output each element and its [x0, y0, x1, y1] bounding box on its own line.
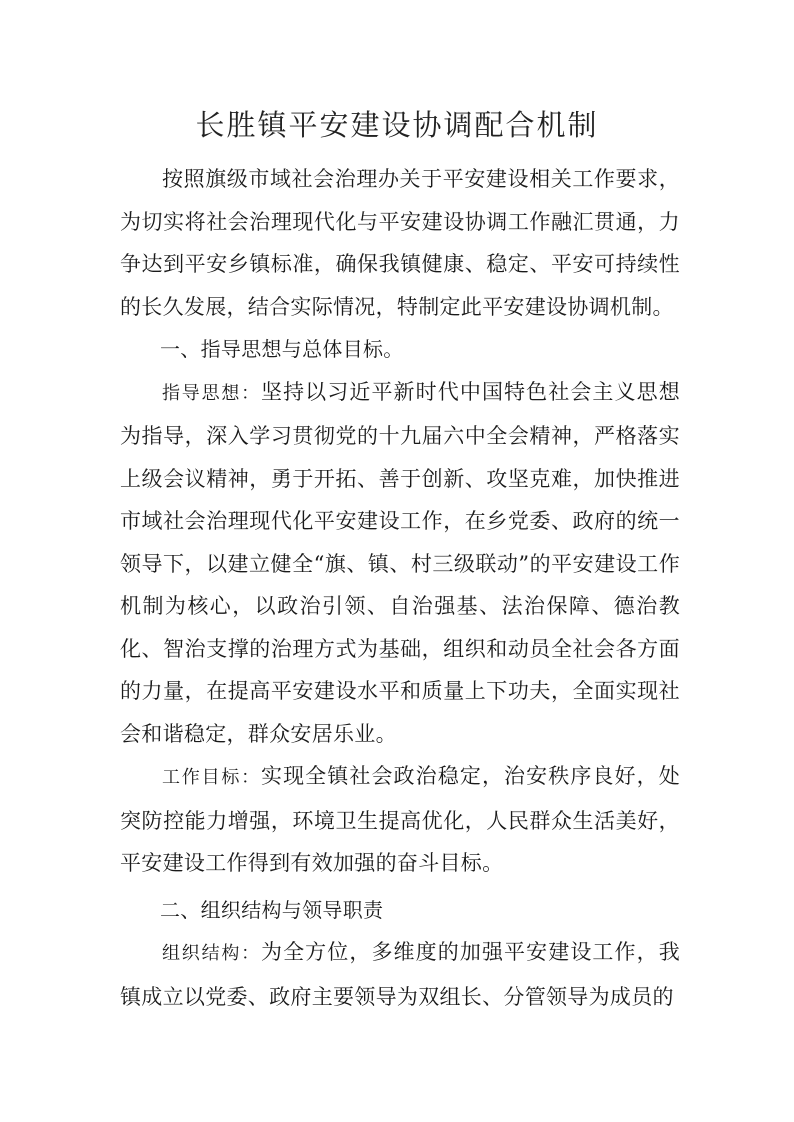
guiding-thought-label: 指导思想： — [162, 382, 261, 404]
org-structure-text: 为全方位，多维度的加强平安建设工作，我镇成立以党委、政府主要领导为双组长、分管领导为成员的 — [120, 940, 681, 1009]
guiding-thought-text: 坚持以习近平新时代中国特色社会主义思想为指导，深入学习贯彻党的十九届六中全会精神，严格落实上级会议精神，勇于开拓、善于创新、攻坚克难，加快推进市域社会治理现代化平安建设工作，在乡党委、政府的统一领导下，以建立健全“旗、镇、村三级联动”的平安建设工作机制为核心，以政治引领、自治强基、法治保障、德治教 化、智治支撑的治理方式为基础，组织和动员全社会各方面的力量，在提高平安建设水平和质量上下功夫，全面实现社 会和谐稳定，群众安居乐业。 — [120, 379, 681, 746]
org-structure-label: 组织结构： — [162, 943, 261, 964]
org-structure-paragraph — [120, 931, 680, 1018]
intro-paragraph: 按照旗级市域社会治理办关于平安建设相关工作要求，为切实将社会治理现代化与平安建设协调工作融汇贯通，力争达到平安乡镇标准，确保我镇健康、稳定、平安可持续性的长久发展，结合实际情况，特制定此平安建设协调机制。 — [120, 167, 680, 319]
section-2-heading: 二、组织结构与领导职责 — [160, 897, 384, 922]
work-goal-label: 工作目标： — [162, 767, 261, 788]
work-goal-text: 实现全镇社会政治稳定，治安秩序良好，处突防控能力增强，环境卫生提高优化，人民群众生活美好，平安建设工作得到有效加强的奋斗目标。 — [120, 764, 681, 875]
work-goal-paragraph — [120, 755, 680, 885]
document-body — [120, 158, 680, 1018]
section-1-heading: 一、指导思想与总体目标。 — [160, 337, 404, 361]
document-title: 长胜镇平安建设协调配合机制 — [195, 108, 599, 142]
guiding-thought-paragraph — [120, 371, 680, 756]
